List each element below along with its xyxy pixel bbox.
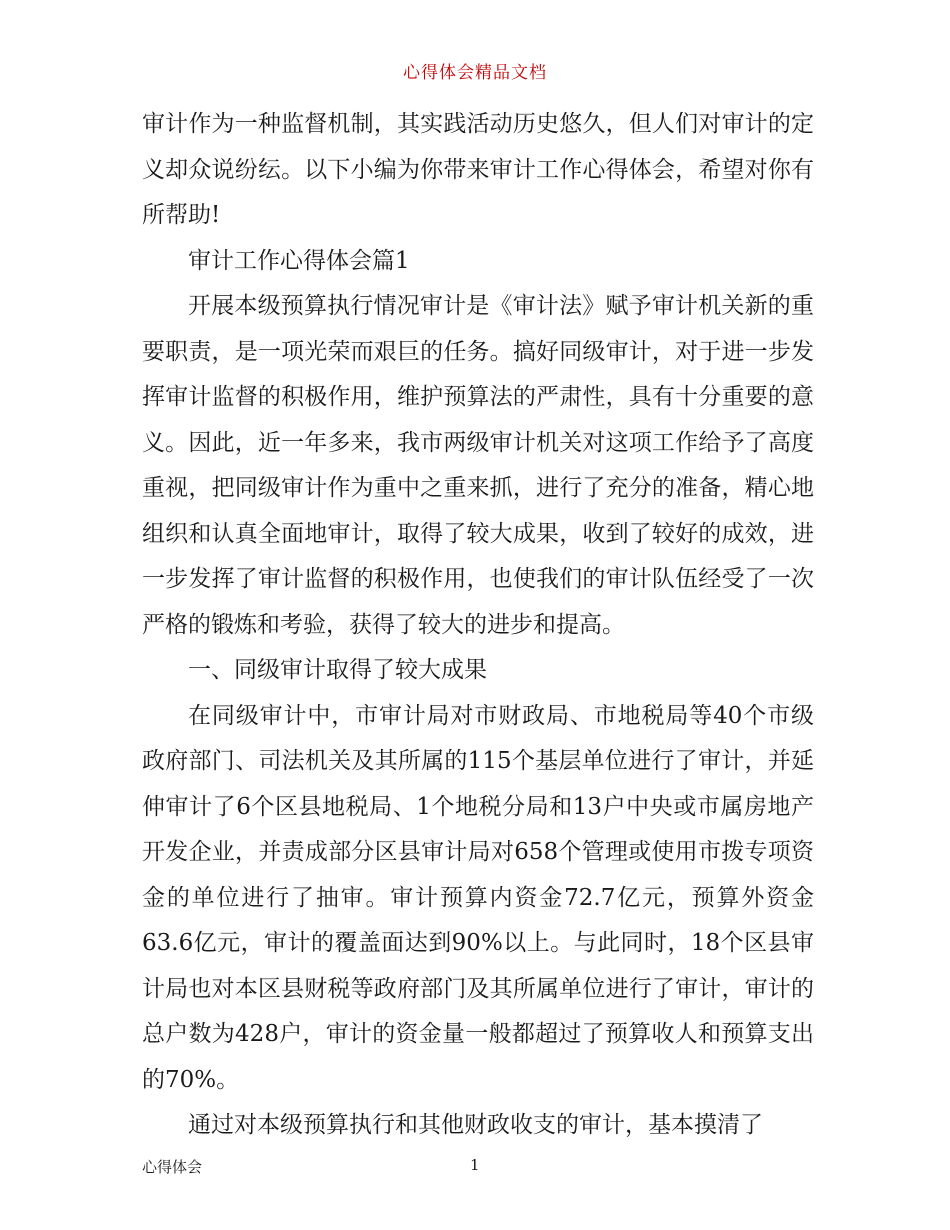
document-body: [142, 102, 814, 1149]
footer-label: 心得体会: [142, 1158, 203, 1176]
paragraph-body: 开展本级预算执行情况审计是《审计法》赋予审计机关新的重要职责，是一项光荣而艰巨的任务。搞好同级审计，对于进一步发挥审计监督的积极作用，维护预算法的严肃性，具有十分重要的意义。因此，近一年多来，我市两级审计机关对这项工作给予了高度重视，把同级审计作为重中之重来抓，进行了充分的准备，精心地组织和认真全面地审计，取得了较大成果，收到了较好的成效，进一步发挥了审计监督的积极作用，也使我们的审计队伍经受了一次严格的锻炼和考验，获得了较大的进步和提高。: [142, 293, 814, 638]
paragraph-body: 通过对本级预算执行和其他财政收支的审计，基本摸清了: [188, 1112, 763, 1138]
page-number: 1: [470, 1156, 480, 1174]
subsection-heading: 一、同级审计取得了较大成果: [188, 657, 487, 683]
paragraph-body: 在同级审计中，市审计局对市财政局、市地税局等40个市级政府部门、司法机关及其所属的115个基层单位进行了审计，并延伸审计了6个区县地税局、1个地税分局和13户中央或市属房地产开发企业，并责成部分区县审计局对658个管理或使用市拨专项资金的单位进行了抽审。审计预算内资金72.7亿元，预算外资金63.6亿元，审计的覆盖面达到90%以上。与此同时，18个区县审计局也对本区县财税等政府部门及其所属单位进行了审计，审计的总户数为428户，审计的资金量一般都超过了预算收人和预算支出的70%。: [142, 702, 814, 1093]
page-header-title: 心得体会精品文档: [403, 63, 547, 83]
section-heading: 审计工作心得体会篇1: [188, 247, 410, 274]
paragraph-intro: 审计作为一种监督机制，其实践活动历史悠久，但人们对审计的定义却众说纷纭。以下小编为你带来审计工作心得体会，希望对你有所帮助!: [142, 111, 814, 228]
